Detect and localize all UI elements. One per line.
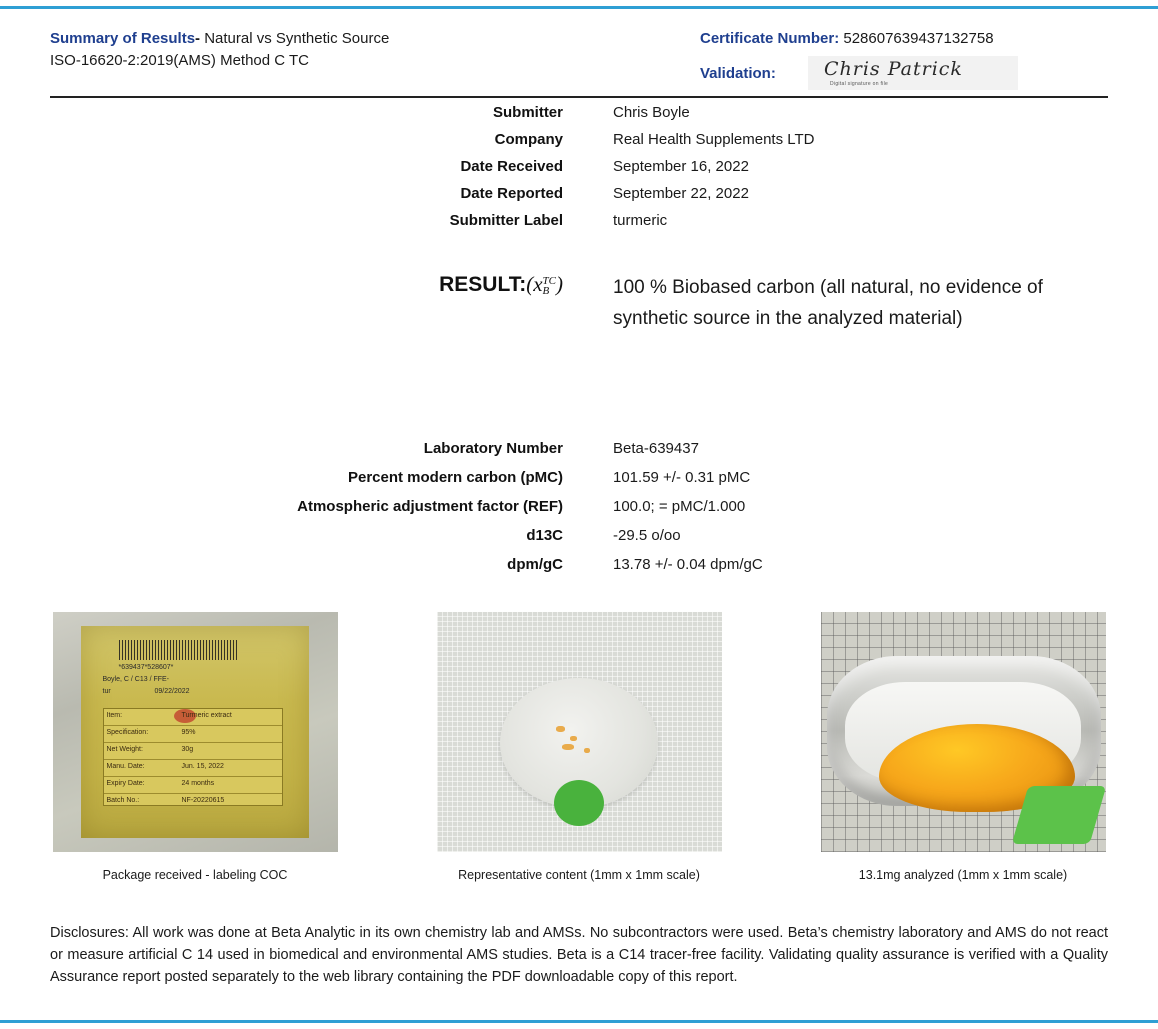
- certificate-line: [700, 28, 1110, 50]
- company-value: Real Health Supplements LTD: [613, 131, 815, 148]
- sample-speck: [556, 726, 565, 732]
- coc-value: Jun. 15, 2022: [181, 763, 224, 770]
- lab-values-table: [50, 440, 1108, 585]
- table-row: [50, 131, 1108, 148]
- header-left: [50, 28, 650, 72]
- green-reference-dot: [554, 780, 604, 826]
- header-right: [700, 28, 1110, 90]
- validation-label: Validation:: [700, 64, 776, 82]
- coc-value: Turmeric extract: [181, 712, 232, 719]
- package-caption: Package received - labeling COC: [102, 868, 288, 882]
- table-row: [50, 498, 1108, 515]
- ref-label: Atmospheric adjustment factor (REF): [297, 498, 563, 515]
- coc-value: NF-20220615: [181, 797, 225, 804]
- submitter-label-label: Submitter Label: [449, 212, 563, 229]
- date-reported-label: Date Reported: [460, 185, 563, 202]
- package-line2: Boyle, C / C13 / FFE-: [102, 676, 170, 683]
- photo-column-content: [434, 612, 724, 884]
- result-label: RESULT:: [439, 273, 527, 296]
- summary-subtitle: Natural vs Synthetic Source: [204, 30, 390, 47]
- table-row: [50, 212, 1108, 229]
- date-received-label: Date Received: [460, 158, 563, 175]
- d13c-label: d13C: [526, 527, 563, 544]
- top-accent-rule: [0, 6, 1158, 9]
- header-divider: [50, 96, 1108, 98]
- sample-photos: [50, 612, 1108, 884]
- submitter-info-table: [50, 104, 1108, 239]
- result-symbol: x: [533, 272, 543, 296]
- package-code: *639437*528607*: [118, 664, 174, 671]
- content-photo: [437, 612, 722, 852]
- vial-interior: [845, 682, 1081, 782]
- coc-row: [104, 760, 282, 777]
- date-received-value: September 16, 2022: [613, 158, 749, 175]
- coc-key: Net Weight:: [106, 746, 143, 753]
- green-reference-wedge: [1011, 786, 1105, 844]
- analyzed-photo: [821, 612, 1106, 852]
- content-caption: Representative content (1mm x 1mm scale): [458, 868, 700, 882]
- method-line: ISO-16620-2:2019(AMS) Method C TC: [50, 52, 310, 69]
- bottom-accent-rule: [0, 1020, 1158, 1023]
- table-row: [50, 104, 1108, 121]
- coc-row: [104, 777, 282, 794]
- sample-vial: [827, 656, 1101, 806]
- coc-key: Specification:: [106, 729, 149, 736]
- signature-box: [808, 56, 1018, 90]
- table-row: [50, 556, 1108, 573]
- coc-row: [104, 794, 282, 810]
- dpmgc-label: dpm/gC: [507, 556, 563, 573]
- coc-row: [104, 743, 282, 760]
- certificate-number-label: Certificate Number:: [700, 30, 840, 47]
- company-label: Company: [494, 131, 563, 148]
- photo-column-analyzed: [818, 612, 1108, 884]
- package-date: 09/22/2022: [154, 688, 190, 695]
- table-row: [50, 185, 1108, 202]
- result-formula: (x TC B ): [526, 272, 563, 298]
- summary-title: Summary of Results: [50, 30, 196, 47]
- analyzed-caption: 13.1mg analyzed (1mm x 1mm scale): [858, 868, 1068, 882]
- laboratory-number-value: Beta-639437: [613, 440, 699, 457]
- submitter-label: Submitter: [492, 104, 563, 121]
- coc-value: 95%: [181, 729, 196, 736]
- submitter-value: Chris Boyle: [613, 104, 690, 121]
- table-row: [50, 527, 1108, 544]
- package-pouch: [81, 626, 309, 838]
- coc-row: [104, 709, 282, 726]
- result-label-group: [50, 272, 563, 297]
- validation-row: [700, 56, 1110, 90]
- package-coc-table: [103, 708, 283, 806]
- result-subscript: B: [542, 285, 550, 298]
- table-row: [50, 158, 1108, 175]
- package-line3: tur: [102, 688, 111, 695]
- summary-title-line: [50, 28, 650, 50]
- certificate-number-value: 528607639437132758: [843, 30, 994, 47]
- signature-script: Chris Patrick: [824, 58, 963, 80]
- coc-value: 30g: [181, 746, 194, 753]
- table-row: [50, 469, 1108, 486]
- sample-speck: [584, 748, 590, 753]
- coc-value: 24 months: [181, 780, 215, 787]
- sample-speck: [562, 744, 574, 750]
- pmc-label: Percent modern carbon (pMC): [347, 469, 563, 486]
- table-row: [50, 440, 1108, 457]
- d13c-value: -29.5 o/oo: [613, 527, 681, 544]
- submitter-label-value: turmeric: [613, 212, 668, 229]
- coc-key: Batch No.:: [106, 797, 140, 804]
- laboratory-number-label: Laboratory Number: [423, 440, 563, 457]
- coc-row: [104, 726, 282, 743]
- dpmgc-value: 13.78 +/- 0.04 dpm/gC: [613, 556, 763, 573]
- result-text: 100 % Biobased carbon (all natural, no evidence of synthetic source in the analyzed material): [613, 277, 1043, 329]
- result-block: [50, 272, 1108, 334]
- coc-key: Item:: [106, 712, 123, 719]
- pmc-value: 101.59 +/- 0.31 pMC: [613, 469, 751, 486]
- photo-column-package: [50, 612, 340, 884]
- result-sup-sub: [543, 276, 556, 296]
- coc-key: Manu. Date:: [106, 763, 145, 770]
- result-superscript: TC: [542, 275, 556, 288]
- sample-speck: [570, 736, 577, 741]
- summary-dash: -: [195, 30, 201, 47]
- date-reported-value: September 22, 2022: [613, 185, 749, 202]
- coc-key: Expiry Date:: [106, 780, 145, 787]
- package-photo: [53, 612, 338, 852]
- ref-value: 100.0; = pMC/1.000: [613, 498, 746, 515]
- disclosures-text: Disclosures: All work was done at Beta Analytic in its own chemistry lab and AMSs. No subcontractors were used. Beta’s chemistry laboratory and AMS do not react or measure artificial C 14 used in biomedical and environmental AMS studies. Beta is a C14 tracer-free facility. Validating quality assurance is verified with a Quality Assurance report posted separately to the web library containing the PDF downloadable copy of this report.: [50, 925, 1108, 985]
- signature-caption: Digital signature on file: [830, 81, 889, 87]
- barcode-icon: [119, 640, 239, 660]
